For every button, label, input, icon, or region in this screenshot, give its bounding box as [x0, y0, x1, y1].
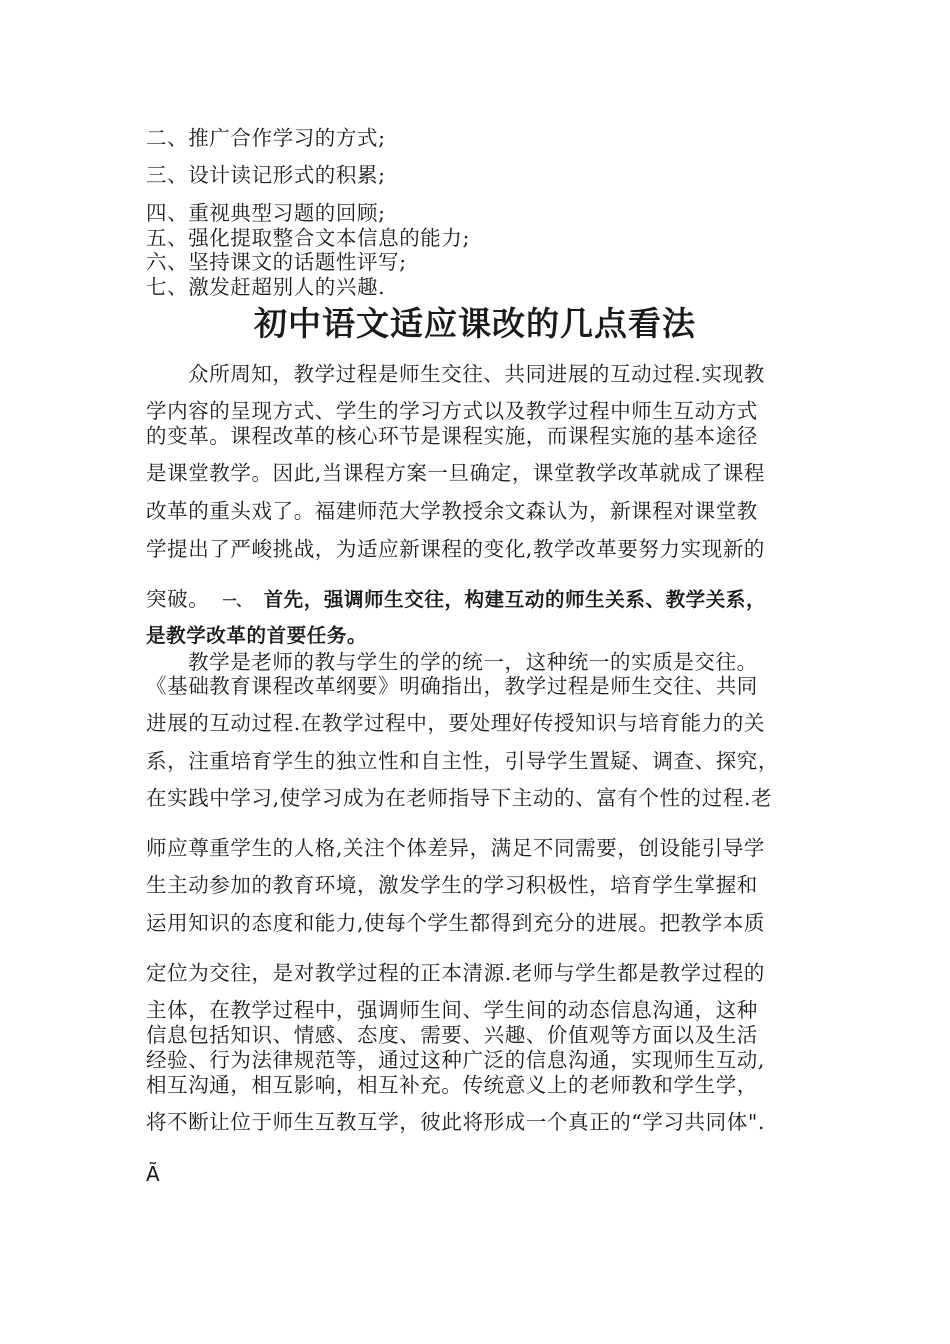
list-item-5: 五、强化提取整合文本信息的能力; [146, 226, 471, 250]
list-item-2: 二、推广合作学习的方式; [146, 126, 386, 150]
stray-character: Ã [146, 1162, 160, 1186]
paragraph-end-text: 突破。 [146, 587, 210, 611]
paragraph-line: 是课堂教学。因此,当课程方案一旦确定，课堂教学改革就成了课程 [146, 461, 766, 485]
paragraph-line: 系，注重培育学生的独立性和自主性，引导学生置疑、调查、探究， [146, 749, 779, 773]
paragraph-line: 学提出了严峻挑战，为适应新课程的变化,教学改革要努力实现新的 [146, 537, 766, 561]
paragraph-line: 学内容的呈现方式、学生的学习方式以及教学过程中师生互动方式 [146, 399, 758, 423]
list-item-7: 七、激发赶超别人的兴趣. [146, 275, 386, 299]
section-heading-continuation: 是教学改革的首要任务。 [146, 624, 368, 647]
list-item-4: 四、重视典型习题的回顾; [146, 201, 386, 225]
paragraph-line: 定位为交往，是对教学过程的正本清源.老师与学生都是教学过程的 [146, 961, 766, 985]
paragraph-line: 师应尊重学生的人格,关注个体差异，满足不同需要，创设能引导学 [146, 836, 766, 860]
list-item-3: 三、设计读记形式的积累; [146, 163, 386, 187]
paragraph-line: 改革的重头戏了。福建师范大学教授余文森认为，新课程对课堂教 [146, 499, 758, 523]
paragraph-line: 运用知识的态度和能力,使每个学生都得到充分的进展。把教学本质 [146, 911, 766, 935]
list-item-6: 六、坚持课文的话题性评写; [146, 250, 407, 274]
paragraph-line: 相互沟通，相互影响，相互补充。传统意义上的老师教和学生学， [146, 1073, 758, 1097]
section-heading-line [146, 587, 766, 614]
paragraph-line: 的变革。课程改革的核心环节是课程实施，而课程实施的基本途径 [146, 424, 758, 448]
paragraph-line: 在实践中学习,使学习成为在老师指导下主动的、富有个性的过程.老 [146, 786, 773, 810]
paragraph-line: 信息包括知识、情感、态度、需要、兴趣、价值观等方面以及生活 [146, 1023, 758, 1047]
heading-marker: 一、 [222, 594, 251, 610]
paragraph-line: 众所周知，教学过程是师生交往、共同进展的互动过程.实现教 [188, 362, 765, 386]
section-heading-text: 首先，强调师生交往，构建互动的师生关系、教学关系， [263, 588, 767, 611]
paragraph-line: 经验、行为法律规范等，通过这种广泛的信息沟通，实现师生互动, [146, 1048, 766, 1072]
paragraph-line: 将不断让位于师生互教互学，彼此将形成一个真正的“学习共同体". [146, 1110, 766, 1134]
paragraph-line: 生主动参加的教育环境，激发学生的学习积极性，培育学生掌握和 [146, 873, 758, 897]
page-title: 初中语文适应课改的几点看法 [254, 304, 696, 343]
paragraph-line: 主体，在教学过程中，强调师生间、学生间的动态信息沟通，这种 [146, 998, 758, 1022]
paragraph-line: 教学是老师的教与学生的学的统一，这种统一的实质是交往。 [188, 650, 758, 674]
paragraph-line: 《基础教育课程改革纲要》明确指出，教学过程是师生交往、共同 [146, 674, 758, 698]
paragraph-line: 进展的互动过程.在教学过程中，要处理好传授知识与培育能力的关 [146, 711, 766, 735]
